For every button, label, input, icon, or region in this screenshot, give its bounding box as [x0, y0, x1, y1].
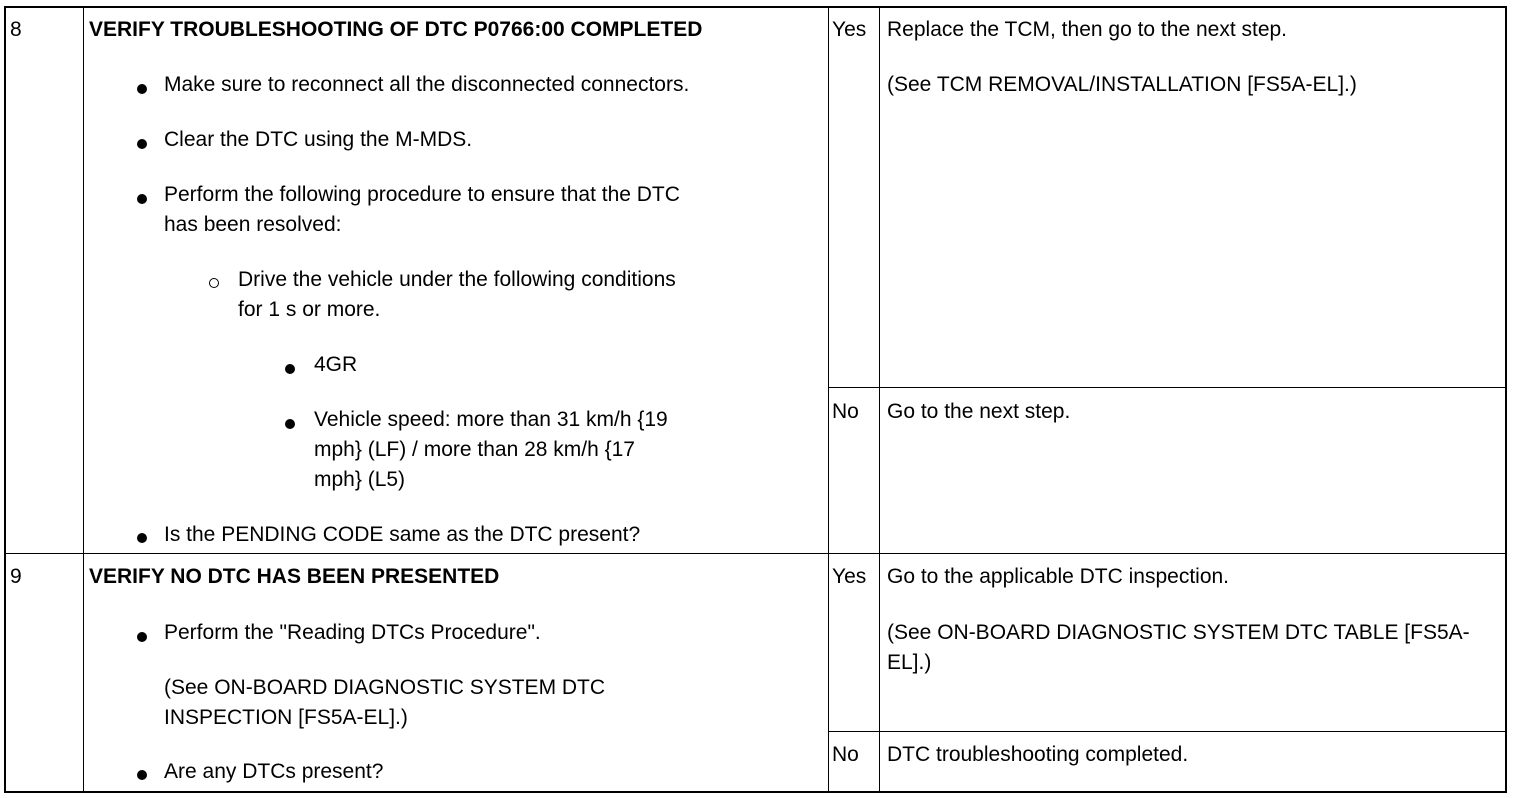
column-divider — [828, 8, 829, 791]
question-item: Is the PENDING CODE same as the DTC present? — [164, 523, 641, 546]
step-number: 9 — [10, 565, 22, 588]
troubleshooting-table — [4, 6, 1507, 793]
yes-label: Yes — [832, 18, 867, 41]
instruction-item: Perform the "Reading DTCs Procedure". — [164, 621, 541, 644]
bullet-icon — [137, 139, 147, 149]
bullet-icon — [137, 770, 147, 780]
step-title: VERIFY NO DTC HAS BEEN PRESENTED — [89, 565, 500, 588]
bullet-icon — [137, 632, 147, 642]
yes-no-divider — [828, 387, 1505, 388]
sub-instruction-item: Drive the vehicle under the following conditions — [238, 268, 676, 291]
column-divider — [83, 8, 84, 791]
reference-text-continued: INSPECTION [FS5A-EL].) — [164, 706, 408, 729]
question-item: Are any DTCs present? — [164, 760, 384, 783]
step-number: 8 — [10, 18, 22, 41]
reference-text: (See ON-BOARD DIAGNOSTIC SYSTEM DTC — [164, 676, 606, 699]
condition-item: Vehicle speed: more than 31 km/h {19 — [314, 408, 668, 431]
condition-item: 4GR — [314, 353, 358, 376]
bullet-icon — [285, 419, 295, 429]
column-divider — [879, 8, 880, 791]
instruction-item: Clear the DTC using the M-MDS. — [164, 128, 473, 151]
bullet-icon — [137, 84, 147, 94]
step-title: VERIFY TROUBLESHOOTING OF DTC P0766:00 COMPLETED — [89, 18, 703, 41]
yes-reference: (See TCM REMOVAL/INSTALLATION [FS5A-EL].) — [887, 73, 1357, 96]
row-divider — [6, 553, 1505, 554]
bullet-icon — [285, 364, 295, 374]
condition-item-continued: mph} (L5) — [314, 468, 406, 491]
bullet-icon — [137, 533, 147, 543]
bullet-icon — [137, 194, 147, 204]
yes-reference: (See ON-BOARD DIAGNOSTIC SYSTEM DTC TABLE [FS5A-EL].) — [887, 621, 1470, 674]
no-label: No — [832, 743, 859, 766]
instruction-item: Make sure to reconnect all the disconnected connectors. — [164, 73, 690, 96]
sub-instruction-item-continued: for 1 s or more. — [238, 298, 381, 321]
no-action: DTC troubleshooting completed. — [887, 743, 1189, 766]
yes-action: Replace the TCM, then go to the next step. — [887, 18, 1288, 41]
no-label: No — [832, 400, 859, 423]
condition-item-continued: mph} (LF) / more than 28 km/h {17 — [314, 438, 635, 461]
yes-no-divider — [828, 731, 1505, 732]
instruction-item-continued: has been resolved: — [164, 213, 342, 236]
sub-bullet-icon — [209, 278, 219, 288]
yes-label: Yes — [832, 565, 867, 588]
yes-action: Go to the applicable DTC inspection. — [887, 565, 1230, 588]
no-action: Go to the next step. — [887, 400, 1071, 423]
instruction-item: Perform the following procedure to ensure that the DTC — [164, 183, 680, 206]
